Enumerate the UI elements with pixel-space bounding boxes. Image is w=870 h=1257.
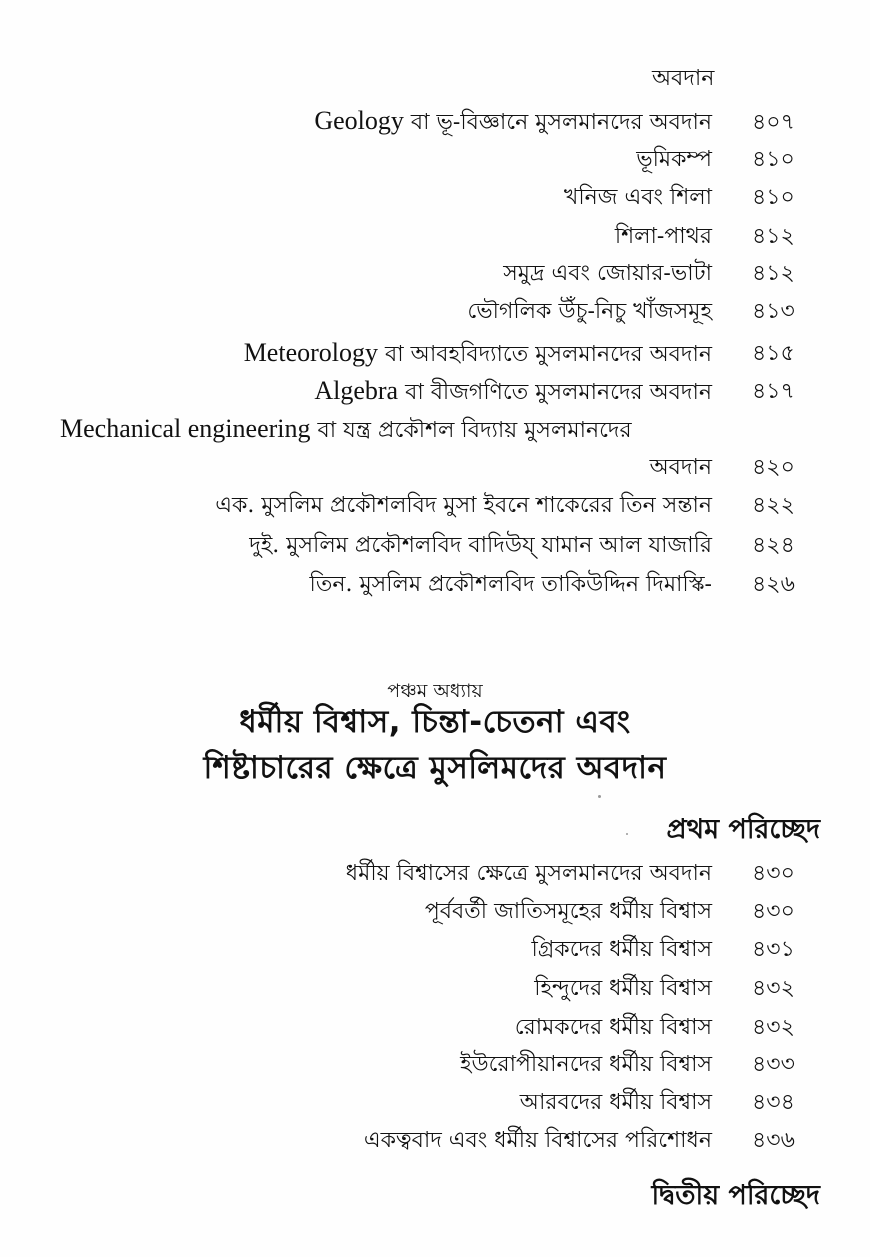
toc-entry-text: তিন. মুসলিম প্রকৌশলবিদ তাকিউদ্দিন দিমাস্কি- xyxy=(309,572,712,597)
toc-entry-text: ধর্মীয় বিশ্বাসের ক্ষেত্রে মুসলমানদের অবদান xyxy=(345,861,712,886)
toc-entry-page: ৪০৭ xyxy=(752,110,795,135)
toc-entry-text: একত্ববাদ এবং ধর্মীয় বিশ্বাসের পরিশোধন xyxy=(363,1128,712,1153)
toc-entry-page: ৪১৭ xyxy=(752,379,795,404)
toc-entry-text: ভূমিকম্প xyxy=(636,147,712,172)
toc-entry-page: ৪২৪ xyxy=(752,533,795,558)
toc-entry-text xyxy=(60,414,632,446)
section-heading: প্রথম পরিচ্ছেদ xyxy=(666,814,820,845)
section-heading: দ্বিতীয় পরিচ্ছেদ xyxy=(651,1180,820,1211)
toc-entry-page: ৪৩৬ xyxy=(752,1128,795,1153)
toc-continuation-text: অবদান xyxy=(652,66,715,91)
toc-entry-page: ৪২২ xyxy=(752,493,795,518)
chapter-title-line-1: ধর্মীয় বিশ্বাস, চিন্তা-চেতনা এবং xyxy=(239,704,631,740)
chapter-label: পঞ্চম অধ্যায় xyxy=(387,680,483,702)
toc-entry-text: খনিজ এবং শিলা xyxy=(563,185,712,210)
toc-entry-text: এক. মুসলিম প্রকৌশলবিদ মুসা ইবনে শাকেরের তিন সন্তান xyxy=(215,493,712,518)
toc-entry-latin: Mechanical engineering xyxy=(60,414,311,443)
toc-entry-bangla: বা ভূ-বিজ্ঞানে মুসলমানদের অবদান xyxy=(403,110,712,135)
scan-speck xyxy=(598,795,601,798)
scan-speck xyxy=(626,833,628,835)
toc-entry-text: হিন্দুদের ধর্মীয় বিশ্বাস xyxy=(534,976,712,1001)
toc-entry-text: ভৌগলিক উঁচু-নিচু খাঁজসমূহ xyxy=(467,299,712,324)
toc-entry-text: শিলা-পাথর xyxy=(614,224,712,249)
toc-entry-bangla: বা যন্ত্র প্রকৌশল বিদ্যায় মুসলমানদের xyxy=(310,418,632,443)
toc-entry-text xyxy=(244,338,712,370)
toc-entry-text: গ্রিকদের ধর্মীয় বিশ্বাস xyxy=(531,937,712,962)
toc-entry-text: ইউরোপীয়ানদের ধর্মীয় বিশ্বাস xyxy=(460,1052,712,1077)
toc-entry-bangla: বা বীজগণিতে মুসলমানদের অবদান xyxy=(398,380,712,405)
toc-entry-text: আরবদের ধর্মীয় বিশ্বাস xyxy=(519,1090,712,1115)
toc-entry-text xyxy=(314,106,712,138)
toc-entry-text xyxy=(314,376,712,408)
toc-entry-page: ৪২০ xyxy=(752,455,795,480)
toc-entry-page: ৪১২ xyxy=(752,261,795,286)
toc-entry-page: ৪৩২ xyxy=(752,1015,795,1040)
toc-entry-continuation: অবদান xyxy=(649,455,712,480)
toc-entry-page: ৪১৫ xyxy=(752,341,795,366)
toc-entry-latin: Meteorology xyxy=(243,338,378,367)
toc-entry-page: ৪৩২ xyxy=(752,976,795,1001)
toc-entry-page: ৪২৬ xyxy=(752,572,795,597)
toc-entry-page: ৪১৩ xyxy=(752,299,795,324)
toc-entry-page: ৪৩১ xyxy=(752,937,795,962)
chapter-title-line-2: শিষ্টাচারের ক্ষেত্রে মুসলিমদের অবদান xyxy=(203,750,667,786)
toc-entry-text: রোমকদের ধর্মীয় বিশ্বাস xyxy=(514,1015,712,1040)
toc-entry-page: ৪৩০ xyxy=(752,861,795,886)
toc-entry-text: পূর্ববর্তী জাতিসমূহের ধর্মীয় বিশ্বাস xyxy=(424,899,712,924)
toc-entry-text: সমুদ্র এবং জোয়ার-ভাটা xyxy=(503,261,712,286)
toc-entry-page: ৪১০ xyxy=(752,147,795,172)
toc-entry-latin: Algebra xyxy=(314,376,399,405)
toc-entry-latin: Geology xyxy=(314,106,404,135)
toc-entry-page: ৪১২ xyxy=(752,224,795,249)
toc-entry-page: ৪১০ xyxy=(752,185,795,210)
toc-entry-page: ৪৩৪ xyxy=(752,1090,795,1115)
toc-entry-bangla: বা আবহবিদ্যাতে মুসলমানদের অবদান xyxy=(378,342,712,367)
toc-entry-page: ৪৩৩ xyxy=(752,1052,795,1077)
toc-entry-text: দুই. মুসলিম প্রকৌশলবিদ বাদিউয্ যামান আল যাজারি xyxy=(249,533,712,558)
toc-entry-page: ৪৩০ xyxy=(752,899,795,924)
